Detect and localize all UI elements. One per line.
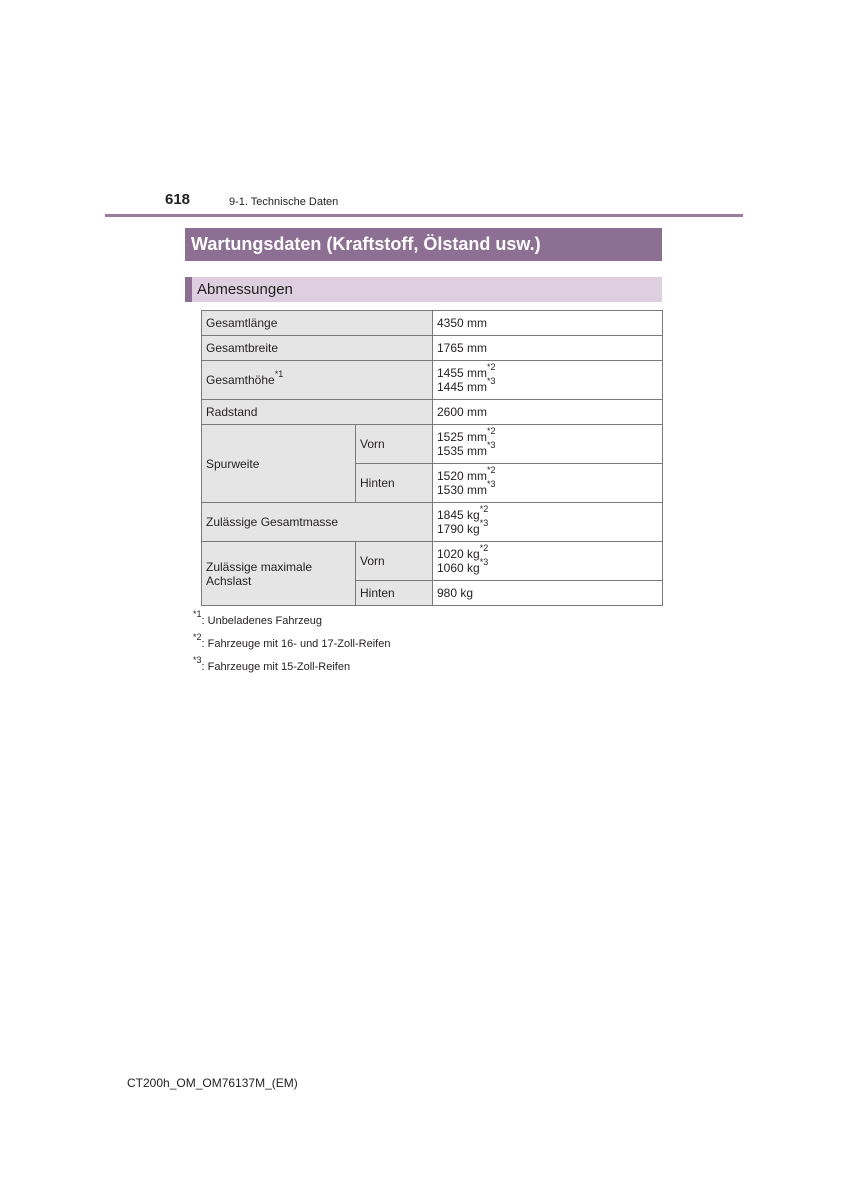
footnote-marker: *2 (487, 465, 496, 475)
footnote-text: : Fahrzeuge mit 16- und 17-Zoll-Reifen (201, 638, 391, 650)
value-line-2: 1530 mm (437, 483, 488, 497)
value-line-2: 1535 mm (437, 444, 488, 458)
footnotes (193, 611, 390, 680)
row-value: 980 kg (433, 581, 663, 606)
footnote-marker: *3 (193, 655, 202, 666)
footnote-marker: *3 (479, 518, 489, 528)
footnote (193, 634, 390, 657)
value-line-2: 1060 kg (437, 561, 480, 575)
footnote-marker: *1 (193, 609, 202, 620)
table-row (202, 336, 663, 361)
value-line-2: 1445 mm (437, 380, 488, 394)
footnote-marker: *2 (487, 426, 496, 436)
footnote (193, 611, 390, 634)
row-value (433, 464, 663, 503)
row-value (433, 425, 663, 464)
value-line-1: 1520 mm (437, 469, 488, 483)
page-title: Wartungsdaten (Kraftstoff, Ölstand usw.) (185, 228, 662, 261)
section-heading: 9-1. Technische Daten (229, 196, 339, 208)
footnote-marker: *3 (487, 440, 496, 450)
row-value (433, 361, 663, 400)
row-label: Gesamtbreite (202, 336, 433, 361)
value-line-1: 1455 mm (437, 366, 488, 380)
table-row (202, 503, 663, 542)
sub-label: Vorn (356, 425, 433, 464)
table-row (202, 425, 663, 464)
section-subtitle: Abmessungen (185, 277, 662, 302)
row-label: Zulässige Gesamtmasse (202, 503, 433, 542)
row-label (202, 361, 433, 400)
footnote-marker: *3 (487, 479, 496, 489)
dimensions-table (201, 310, 663, 606)
page-number: 618 (165, 191, 191, 208)
label-text: Gesamthöhe (206, 373, 275, 387)
table-row (202, 542, 663, 581)
footnote (193, 657, 390, 680)
value-line-1: 1020 kg (437, 547, 480, 561)
row-value (433, 503, 663, 542)
table-row (202, 361, 663, 400)
sub-label: Hinten (356, 464, 433, 503)
footnote-marker: *3 (487, 376, 496, 386)
footer-code: CT200h_OM_OM76137M_(EM) (127, 1076, 298, 1090)
sub-label: Hinten (356, 581, 433, 606)
row-label: Zulässige maximale Achslast (202, 542, 356, 606)
footnote-marker: *2 (479, 504, 489, 514)
row-value (433, 542, 663, 581)
value-line-1: 1525 mm (437, 430, 488, 444)
footnote-marker: *3 (479, 557, 489, 567)
row-label: Radstand (202, 400, 433, 425)
footnote-text: : Fahrzeuge mit 15-Zoll-Reifen (201, 661, 351, 673)
table-row (202, 400, 663, 425)
footnote-text: : Unbeladenes Fahrzeug (201, 615, 322, 627)
footnote-marker: *2 (193, 632, 202, 643)
row-label: Spurweite (202, 425, 356, 503)
header-divider (105, 214, 743, 217)
row-label: Gesamtlänge (202, 311, 433, 336)
sub-label: Vorn (356, 542, 433, 581)
row-value: 1765 mm (433, 336, 663, 361)
footnote-marker: *1 (274, 369, 284, 379)
value-line-2: 1790 kg (437, 522, 480, 536)
footnote-marker: *2 (487, 362, 496, 372)
row-value: 2600 mm (433, 400, 663, 425)
row-value: 4350 mm (433, 311, 663, 336)
table-row (202, 311, 663, 336)
footnote-marker: *2 (479, 543, 489, 553)
value-line-1: 1845 kg (437, 508, 480, 522)
